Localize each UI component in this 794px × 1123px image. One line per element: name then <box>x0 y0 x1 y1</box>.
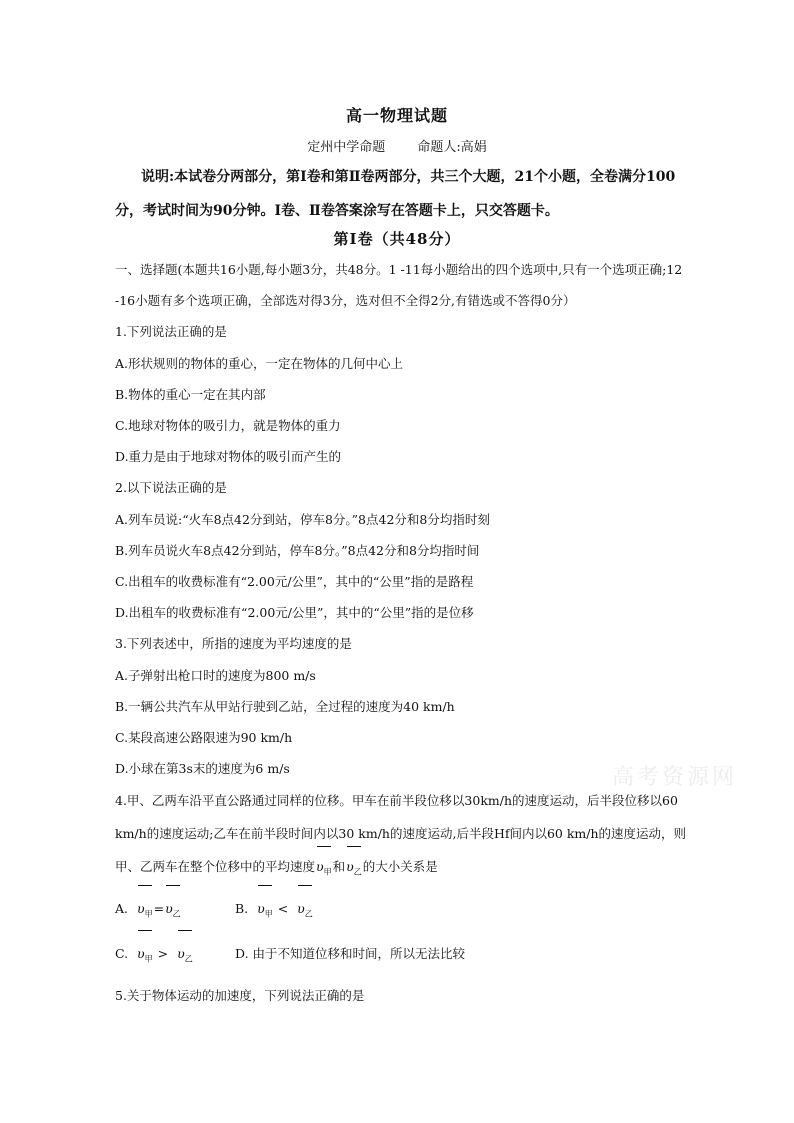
question-3-option-b: B.一辆公共汽车从甲站行驶到乙站，全过程的速度为40 km/h <box>115 698 455 714</box>
v-yi-symbol: $\upsilon_乙$ <box>346 850 362 889</box>
author-label: 命题人:高娟 <box>417 140 487 155</box>
question-1-option-c: C.地球对物体的吸引力，就是物体的重力 <box>115 418 341 434</box>
question-2-option-c: C.出租车的收费标准有“2.00元/公里”，其中的“公里”指的是路程 <box>115 574 474 590</box>
exam-title: 高一物理试题 <box>345 106 448 125</box>
part-one-title: 第Ⅰ卷（共48分） <box>333 230 461 248</box>
question-4-option-c: C. $\upsilon_甲 > \upsilon_乙$ <box>115 934 235 980</box>
question-2-option-b: B.列车员说火车8点42分到站，停车8分。”8点42分和8分均指时间 <box>115 542 480 558</box>
question-1-option-b: B.物体的重心一定在其内部 <box>115 386 266 402</box>
exam-instructions: 说明:本试卷分两部分，第Ⅰ卷和第Ⅱ卷两部分，共三个大题，21个小题，全卷满分100分，考试时间为90分钟。Ⅰ卷、Ⅱ卷答案涂写在答题卡上，只交答题卡。 <box>115 169 676 219</box>
exam-subtitle <box>0 136 794 155</box>
question-4-option-a: A. $\upsilon_甲=\upsilon_乙$ <box>115 889 235 935</box>
question-2-option-d: D.出租车的收费标准有“2.00元/公里”，其中的“公里”指的是位移 <box>115 605 474 621</box>
question-1-option-d: D.重力是由于地球对物体的吸引而产生的 <box>115 449 342 465</box>
question-3-option-c: C.某段高速公路限速为90 km/h <box>115 730 293 746</box>
school-label: 定州中学命题 <box>307 140 386 155</box>
watermark: 高考资源网 <box>612 765 738 790</box>
question-2-stem: 2.以下说法正确的是 <box>115 480 227 496</box>
question-3-option-a: A.子弹射出枪口时的速度为800 m/s <box>115 667 316 683</box>
exam-body <box>115 254 695 1011</box>
question-3-option-d: D.小球在第3s末的速度为6 m/s <box>115 761 290 777</box>
section-intro: 一、选择题(本题共16小题,每小题3分，共48分。1 -11每小题给出的四个选项中,只有一个选项正确;12 -16小题有多个选项正确，全部选对得3分，选对但不全得2分,有错选或不答得0分） <box>115 262 683 309</box>
question-1-stem: 1.下列说法正确的是 <box>115 324 227 340</box>
question-4-option-d: D. 由于不知道位移和时间，所以无法比较 <box>235 946 466 962</box>
question-5-stem: 5.关于物体运动的加速度，下列说法正确的是 <box>115 987 365 1003</box>
question-4-options-ab <box>115 889 695 935</box>
question-3-stem: 3.下列表述中，所指的速度为平均速度的是 <box>115 636 352 652</box>
question-4-stem: 4.甲、乙两车沿平直公路通过同样的位移。甲车在前半段位移以30km/h的速度运动，后半段位移以60 km/h的速度运动;乙车在前半段时间内以30 km/h的速度运动,后半段Hf间内以60 km/h的速度运动，则甲、乙两车在整个位移中的平均速度$\upsilon_甲$和$\upsilon_乙$的大小关系是 <box>115 784 695 889</box>
question-4-options-cd <box>115 934 695 980</box>
question-1-option-a: A.形状规则的物体的重心，一定在物体的几何中心上 <box>115 355 404 371</box>
question-2-option-a: A.列车员说:“火车8点42分到站，停车8分。”8点42分和8分均指时刻 <box>115 511 490 527</box>
question-4-option-b: B. $\upsilon_甲 < \upsilon_乙$ <box>235 889 314 935</box>
v-jia-symbol: $\upsilon_甲$ <box>316 850 332 889</box>
